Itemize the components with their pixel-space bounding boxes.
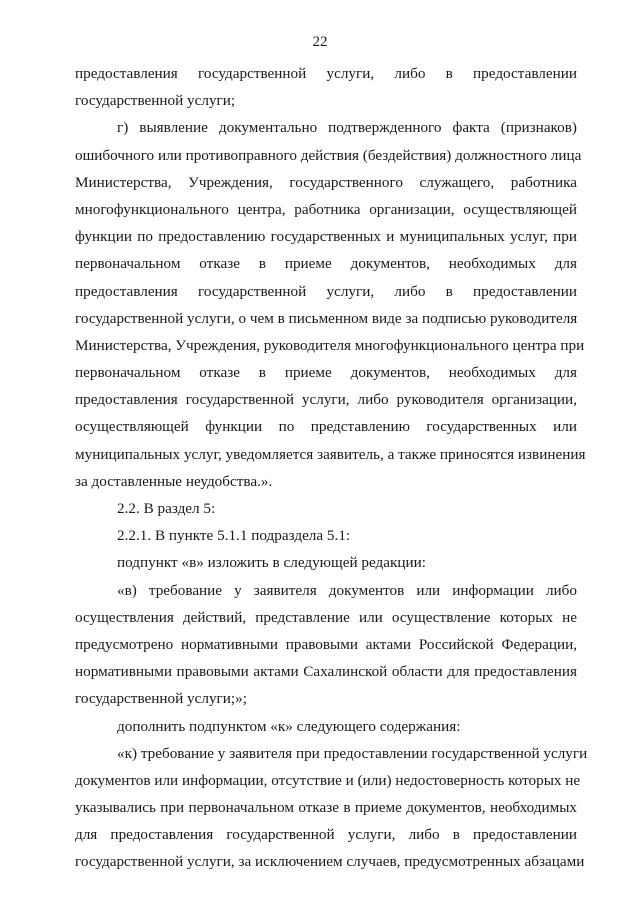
text-line: государственной услуги, о чем в письменном виде за подписью руководителя bbox=[75, 309, 578, 327]
text-line: Министерства, Учреждения, государственного служащего, работника bbox=[75, 173, 577, 191]
text-line: многофункционального центра, работника организации, осуществляющей bbox=[75, 200, 577, 218]
page-number: 22 bbox=[312, 34, 328, 50]
text-line: для предоставления государственной услуги, либо в предоставлении bbox=[75, 826, 577, 844]
text-line: государственной услуги;»; bbox=[75, 690, 247, 708]
text-line: государственной услуги, за исключением случаев, предусмотренных абзацами bbox=[75, 853, 585, 871]
text-line: функции по предоставлению государственных и муниципальных услуг, при bbox=[75, 228, 577, 246]
text-line: предоставления государственной услуги, либо руководителя организации, bbox=[75, 391, 577, 409]
text-line: муниципальных услуг, уведомляется заявитель, а также приносятся извинения bbox=[75, 445, 586, 463]
text-line: предоставления государственной услуги, либо в предоставлении bbox=[75, 282, 577, 300]
text-line: осуществления действий, представление или осуществление которых не bbox=[75, 608, 577, 626]
text-line: ошибочного или противоправного действия (бездействия) должностного лица bbox=[75, 146, 582, 164]
text-line: государственной услуги; bbox=[75, 92, 236, 110]
text-line: первоначальном отказе в приеме документов, необходимых для bbox=[75, 364, 577, 382]
text-line: указывались при первоначальном отказе в приеме документов, необходимых bbox=[75, 799, 577, 817]
text-line: дополнить подпунктом «к» следующего содержания: bbox=[117, 717, 461, 735]
text-line: подпункт «в» изложить в следующей редакции: bbox=[117, 554, 426, 572]
text-line: 2.2.1. В пункте 5.1.1 подраздела 5.1: bbox=[117, 527, 351, 545]
text-line: «к) требование у заявителя при предоставлении государственной услуги bbox=[117, 744, 588, 762]
text-line: г) выявление документально подтвержденного факта (признаков) bbox=[117, 119, 577, 137]
text-line: осуществляющей функции по представлению государственных или bbox=[75, 418, 577, 436]
text-line: 2.2. В раздел 5: bbox=[117, 500, 216, 517]
text-line: документов или информации, отсутствие и (или) недостоверность которых не bbox=[75, 771, 581, 789]
text-line: «в) требование у заявителя документов или информации либо bbox=[117, 581, 577, 599]
text-line: нормативными правовыми актами Сахалинской области для предоставления bbox=[75, 663, 577, 681]
text-line: Министерства, Учреждения, руководителя многофункционального центра при bbox=[75, 336, 585, 354]
document-body bbox=[75, 60, 588, 876]
text-line: предоставления государственной услуги, либо в предоставлении bbox=[75, 65, 577, 82]
text-line: первоначальном отказе в приеме документов, необходимых для bbox=[75, 255, 577, 273]
text-line: предусмотрено нормативными правовыми актами Российской Федерации, bbox=[75, 635, 577, 653]
text-line: за доставленные неудобства.». bbox=[75, 472, 273, 490]
